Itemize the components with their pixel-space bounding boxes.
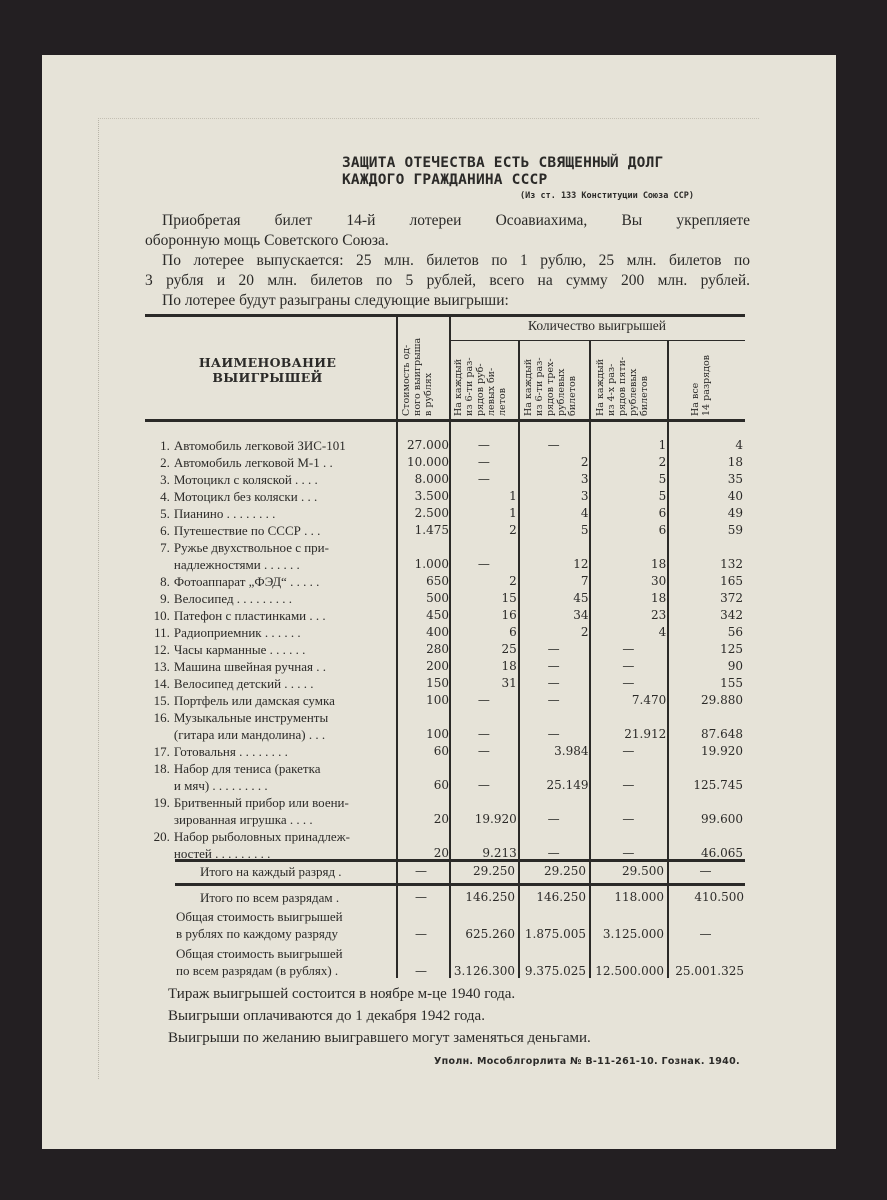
count-col-1: 1 bbox=[509, 489, 517, 503]
row-number: 5. bbox=[160, 506, 170, 521]
prize-name-line-1: Автомобиль легковой М-1 . . bbox=[173, 455, 333, 470]
table-row bbox=[140, 590, 745, 607]
count-col-4: 18 bbox=[727, 455, 744, 469]
header-prize-value: Стоимость од- ного выигрыша в рублях bbox=[401, 337, 434, 416]
count-col-2: 25.149 bbox=[546, 778, 589, 792]
count-col-3: 23 bbox=[651, 608, 667, 622]
count-col-2: 5 bbox=[580, 523, 589, 537]
count-col-4: 59 bbox=[727, 523, 744, 537]
total-value: — bbox=[415, 864, 427, 878]
intro-paragraph-1b: оборонную мощь Советского Союза. bbox=[145, 232, 389, 249]
prize-name-line-1: Часы карманные . . . . . . bbox=[173, 642, 306, 657]
count-col-4: 29.880 bbox=[701, 693, 744, 707]
table-row bbox=[140, 675, 745, 692]
count-col-4: 125 bbox=[720, 642, 744, 656]
prize-name-line-1: Велосипед . . . . . . . . . bbox=[173, 591, 293, 606]
prize-name-line-2: и мяч) . . . . . . . . . bbox=[173, 778, 268, 793]
count-col-2: 2 bbox=[580, 625, 589, 639]
count-col-2: 3 bbox=[580, 489, 589, 503]
prize-name bbox=[174, 692, 396, 709]
count-col-2: — bbox=[547, 642, 560, 656]
prize-name-line-1: Мотоцикл без коляски . . . bbox=[173, 489, 318, 504]
table-row bbox=[140, 624, 745, 641]
table-row bbox=[140, 454, 745, 471]
intro-paragraph-2a: По лотерее выпускается: 25 млн. билетов по 1 рублю, 25 млн. билетов по bbox=[162, 252, 750, 269]
count-col-3: — bbox=[622, 778, 635, 792]
header-col-2: На каждый из 6-ти раз- рядов трех- рублевых билетов bbox=[523, 357, 578, 416]
prize-name-line-1: Набор рыболовных принадлеж- bbox=[173, 829, 350, 844]
prize-name-line-2: зированная игрушка . . . . bbox=[173, 812, 313, 827]
count-col-4: 165 bbox=[720, 574, 744, 588]
prize-value: 20 bbox=[433, 846, 449, 860]
count-col-4: 40 bbox=[727, 489, 744, 503]
count-col-3: 5 bbox=[658, 472, 667, 486]
prize-name-line-1: Бритвенный прибор или воени- bbox=[173, 795, 349, 810]
header-col-3: На каждый из 4-х раз- рядов пяти- рублевых билетов bbox=[595, 356, 650, 416]
prize-value: 500 bbox=[426, 591, 449, 605]
prize-name bbox=[174, 794, 396, 828]
footer-payment-deadline: Выигрыши оплачиваются до 1 декабря 1942 года. bbox=[168, 1008, 485, 1024]
count-col-3: — bbox=[622, 846, 635, 860]
count-col-1: 25 bbox=[501, 642, 517, 656]
total-c4: 25.001.325 bbox=[675, 964, 744, 978]
total-value: — bbox=[415, 927, 427, 941]
row-number: 19. bbox=[153, 795, 170, 810]
count-col-3: — bbox=[622, 744, 635, 758]
count-col-4: 56 bbox=[727, 625, 744, 639]
row-number: 10. bbox=[153, 608, 170, 623]
total-value-per-category-label-1: Общая стоимость выигрышей bbox=[176, 909, 343, 924]
prize-name bbox=[174, 743, 396, 760]
total-c2: 29.250 bbox=[544, 864, 586, 878]
row-number: 16. bbox=[153, 710, 170, 725]
table-row bbox=[140, 539, 745, 573]
row-number: 2. bbox=[160, 455, 170, 470]
row-number: 13. bbox=[153, 659, 170, 674]
count-col-4: 342 bbox=[720, 608, 744, 622]
count-col-3: 2 bbox=[658, 455, 667, 469]
total-c2: 9.375.025 bbox=[524, 964, 586, 978]
count-col-3: 21.912 bbox=[624, 727, 667, 741]
count-col-1: — bbox=[477, 778, 490, 792]
header-col-4: На все 14 разрядов bbox=[690, 354, 712, 416]
prize-name-line-1: Музыкальные инструменты bbox=[173, 710, 329, 725]
count-col-2: 4 bbox=[580, 506, 589, 520]
count-col-3: 6 bbox=[658, 506, 667, 520]
motto-source: (Из ст. 133 Конституции Союза ССР) bbox=[520, 191, 694, 201]
row-number: 3. bbox=[160, 472, 170, 487]
count-col-1: — bbox=[477, 455, 490, 469]
table-row bbox=[140, 743, 745, 760]
total-c3: 3.125.000 bbox=[602, 927, 664, 941]
count-col-4: 372 bbox=[720, 591, 744, 605]
table-top-rule bbox=[145, 314, 745, 317]
motto-line-1: ЗАЩИТА ОТЕЧЕСТВА ЕСТЬ СВЯЩЕННЫЙ ДОЛГ bbox=[342, 155, 664, 171]
row-number: 18. bbox=[153, 761, 170, 776]
prize-name-line-1: Ружье двухствольное с при- bbox=[173, 540, 329, 555]
count-col-3: 5 bbox=[658, 489, 667, 503]
count-col-2: 2 bbox=[580, 455, 589, 469]
table-row bbox=[140, 505, 745, 522]
count-col-2: — bbox=[547, 846, 560, 860]
prize-value: 60 bbox=[433, 778, 449, 792]
total-per-category-label: Итого на каждый разряд . bbox=[200, 864, 342, 879]
count-col-4: 132 bbox=[720, 557, 744, 571]
prize-value: 450 bbox=[426, 608, 449, 622]
count-col-1: 2 bbox=[509, 574, 517, 588]
prize-name bbox=[174, 437, 396, 454]
total-c2: 1.875.005 bbox=[524, 927, 586, 941]
count-col-3: — bbox=[622, 812, 635, 826]
table-row bbox=[140, 488, 745, 505]
printer-imprint: Уполн. Мособлгорлита № В-11-261-10. Гознак. 1940. bbox=[434, 1056, 740, 1067]
count-col-3: 30 bbox=[651, 574, 667, 588]
total-value: — bbox=[415, 890, 427, 904]
prize-name-line-2: (гитара или мандолина) . . . bbox=[173, 727, 326, 742]
count-col-1: 6 bbox=[509, 625, 517, 639]
prize-name bbox=[174, 522, 396, 539]
count-col-4: 4 bbox=[735, 438, 744, 452]
count-col-2: 12 bbox=[573, 557, 589, 571]
prize-value: 10.000 bbox=[406, 455, 449, 469]
total-c1: 3.126.300 bbox=[453, 964, 515, 978]
row-number: 6. bbox=[160, 523, 170, 538]
footer-cash-option: Выигрыши по желанию выигравшего могут заменяться деньгами. bbox=[168, 1030, 591, 1046]
count-col-4: 35 bbox=[727, 472, 744, 486]
count-header-rule bbox=[449, 340, 745, 341]
count-col-1: — bbox=[477, 438, 490, 452]
prize-value: 150 bbox=[426, 676, 449, 690]
prize-name-line-1: Велосипед детский . . . . . bbox=[173, 676, 314, 691]
motto bbox=[342, 155, 747, 189]
table-row bbox=[140, 641, 745, 658]
table-row bbox=[140, 760, 745, 794]
total-c4: — bbox=[699, 927, 712, 941]
row-number: 4. bbox=[160, 489, 170, 504]
count-col-1: 9.213 bbox=[482, 846, 517, 860]
prize-name bbox=[174, 590, 396, 607]
prize-name-line-1: Пианино . . . . . . . . bbox=[173, 506, 276, 521]
prize-value: 2.500 bbox=[414, 506, 449, 520]
prize-name bbox=[174, 641, 396, 658]
row-number: 15. bbox=[153, 693, 170, 708]
table-row bbox=[140, 692, 745, 709]
intro-paragraph-2b: 3 рубля и 20 млн. билетов по 5 рублей, всего на сумму 200 млн. рублей. bbox=[145, 272, 750, 289]
count-col-1: 18 bbox=[501, 659, 517, 673]
row-number: 12. bbox=[153, 642, 170, 657]
prize-value: 100 bbox=[426, 727, 449, 741]
motto-line-2: КАЖДОГО ГРАЖДАНИНА СССР bbox=[342, 172, 548, 188]
row-number: 11. bbox=[154, 625, 170, 640]
prize-value: 400 bbox=[426, 625, 449, 639]
prize-name-line-1: Радиоприемник . . . . . . bbox=[173, 625, 301, 640]
row-number: 20. bbox=[153, 829, 170, 844]
prize-value: 60 bbox=[433, 744, 449, 758]
total-c1: 146.250 bbox=[465, 890, 515, 904]
prize-value: 3.500 bbox=[414, 489, 449, 503]
prize-name-line-1: Портфель или дамская сумка bbox=[173, 693, 335, 708]
prize-name bbox=[174, 828, 396, 862]
count-col-1: 19.920 bbox=[474, 812, 517, 826]
count-col-3: — bbox=[622, 659, 635, 673]
count-col-2: — bbox=[547, 727, 560, 741]
prize-value: 8.000 bbox=[414, 472, 449, 486]
total-value: — bbox=[415, 964, 427, 978]
prize-value: 280 bbox=[426, 642, 449, 656]
prize-name bbox=[174, 471, 396, 488]
total-c3: 12.500.000 bbox=[595, 964, 664, 978]
count-col-1: — bbox=[477, 472, 490, 486]
count-col-3: 4 bbox=[658, 625, 667, 639]
prize-name-line-1: Фотоаппарат „ФЭД“ . . . . . bbox=[173, 574, 320, 589]
count-col-4: 90 bbox=[727, 659, 744, 673]
count-col-4: 99.600 bbox=[701, 812, 744, 826]
prize-name bbox=[174, 675, 396, 692]
prize-value: 20 bbox=[433, 812, 449, 826]
prize-name-line-1: Набор для тениса (ракетка bbox=[173, 761, 321, 776]
prize-value: 650 bbox=[426, 574, 449, 588]
intro-paragraph-1a: Приобретая билет 14-й лотереи Осоавиахима, Вы укрепляете bbox=[162, 212, 750, 229]
prize-name-line-1: Патефон с пластинками . . . bbox=[173, 608, 326, 623]
count-col-4: 19.920 bbox=[701, 744, 744, 758]
prize-name-line-2: надлежностями . . . . . . bbox=[173, 557, 300, 572]
prize-value: 27.000 bbox=[406, 438, 449, 452]
prize-name bbox=[174, 573, 396, 590]
prize-name bbox=[174, 454, 396, 471]
prize-name-line-1: Машина швейная ручная . . bbox=[173, 659, 327, 674]
total-c3: 29.500 bbox=[622, 864, 664, 878]
count-col-3: 18 bbox=[651, 557, 667, 571]
row-number: 7. bbox=[160, 540, 170, 555]
table-row bbox=[140, 658, 745, 675]
table-row bbox=[140, 709, 745, 743]
count-col-3: 7.470 bbox=[631, 693, 667, 707]
prize-name-line-1: Путешествие по СССР . . . bbox=[173, 523, 321, 538]
total-value-all-label-1: Общая стоимость выигрышей bbox=[176, 946, 343, 961]
header-col-1: На каждый из 6-ти раз- рядов руб- левых би- летов bbox=[453, 357, 508, 416]
count-col-1: 1 bbox=[509, 506, 517, 520]
prize-name bbox=[174, 658, 396, 675]
count-col-1: 2 bbox=[509, 523, 517, 537]
table-row bbox=[140, 607, 745, 624]
total-value-all-label-2: по всем разрядам (в рублях) . bbox=[176, 963, 339, 978]
subtotal-bottom-rule bbox=[175, 883, 745, 886]
count-col-4: 155 bbox=[720, 676, 744, 690]
count-col-1: — bbox=[477, 727, 490, 741]
header-prize-count: Количество выигрышей bbox=[528, 318, 666, 333]
total-c3: 118.000 bbox=[614, 890, 664, 904]
count-col-1: — bbox=[477, 744, 490, 758]
count-col-1: 16 bbox=[501, 608, 517, 622]
count-col-4: 87.648 bbox=[701, 727, 744, 741]
prize-value: 1.000 bbox=[414, 557, 449, 571]
count-col-3: 18 bbox=[651, 591, 667, 605]
intro-paragraph-3: По лотерее будут разыграны следующие выигрыши: bbox=[162, 292, 509, 309]
prize-name-line-1: Автомобиль легковой ЗИС-101 bbox=[173, 438, 346, 453]
count-col-1: 15 bbox=[501, 591, 517, 605]
row-number: 1. bbox=[160, 438, 170, 453]
count-col-4: 125.745 bbox=[693, 778, 744, 792]
count-col-2: 7 bbox=[580, 574, 589, 588]
count-col-2: — bbox=[547, 438, 560, 452]
count-col-2: — bbox=[547, 676, 560, 690]
total-c4: 410.500 bbox=[694, 890, 744, 904]
count-col-1: — bbox=[477, 693, 490, 707]
prize-value: 1.475 bbox=[414, 523, 449, 537]
count-col-2: 3 bbox=[580, 472, 589, 486]
count-col-3: 6 bbox=[658, 523, 667, 537]
count-col-3: — bbox=[622, 642, 635, 656]
row-number: 9. bbox=[160, 591, 170, 606]
table-row bbox=[140, 471, 745, 488]
total-c4: — bbox=[699, 864, 712, 878]
total-c1: 625.260 bbox=[465, 927, 515, 941]
count-col-3: 1 bbox=[658, 438, 667, 452]
row-number: 8. bbox=[160, 574, 170, 589]
table-row bbox=[140, 573, 745, 590]
count-col-2: 3.984 bbox=[554, 744, 589, 758]
table-row bbox=[140, 794, 745, 828]
table-row bbox=[140, 437, 745, 454]
prize-value: 100 bbox=[426, 693, 449, 707]
prize-name bbox=[174, 488, 396, 505]
prize-value: 200 bbox=[426, 659, 449, 673]
header-bottom-rule bbox=[145, 419, 745, 422]
count-col-4: 46.065 bbox=[701, 846, 744, 860]
total-c1: 29.250 bbox=[473, 864, 515, 878]
prize-name-line-1: Мотоцикл с коляской . . . . bbox=[173, 472, 318, 487]
footer-draw-date: Тираж выигрышей состоится в ноябре м-це 1940 года. bbox=[168, 986, 516, 1002]
prize-name bbox=[174, 709, 396, 743]
prize-table-body bbox=[140, 437, 745, 862]
count-col-3: — bbox=[622, 676, 635, 690]
prize-name bbox=[174, 760, 396, 794]
count-col-2: 45 bbox=[573, 591, 589, 605]
total-all-categories-label: Итого по всем разрядам . bbox=[200, 890, 340, 905]
count-col-1: 31 bbox=[501, 676, 517, 690]
total-c2: 146.250 bbox=[536, 890, 586, 904]
header-prize-name: НАИМЕНОВАНИЕ ВЫИГРЫШЕЙ bbox=[198, 355, 337, 385]
prize-name bbox=[174, 624, 396, 641]
total-value-per-category-label-2: в рублях по каждому разряду bbox=[176, 926, 338, 941]
count-col-1: — bbox=[477, 557, 490, 571]
prize-name bbox=[174, 607, 396, 624]
table-row bbox=[140, 828, 745, 862]
count-col-4: 49 bbox=[727, 506, 744, 520]
count-col-2: — bbox=[547, 693, 560, 707]
row-number: 17. bbox=[153, 744, 170, 759]
count-col-2: — bbox=[547, 659, 560, 673]
count-col-2: — bbox=[547, 812, 560, 826]
table-row bbox=[140, 522, 745, 539]
prize-name bbox=[174, 505, 396, 522]
prize-name bbox=[174, 539, 396, 573]
prize-name-line-1: Готовальня . . . . . . . . bbox=[173, 744, 288, 759]
prize-name-line-2: ностей . . . . . . . . . bbox=[173, 846, 271, 861]
count-col-2: 34 bbox=[573, 608, 589, 622]
row-number: 14. bbox=[153, 676, 170, 691]
